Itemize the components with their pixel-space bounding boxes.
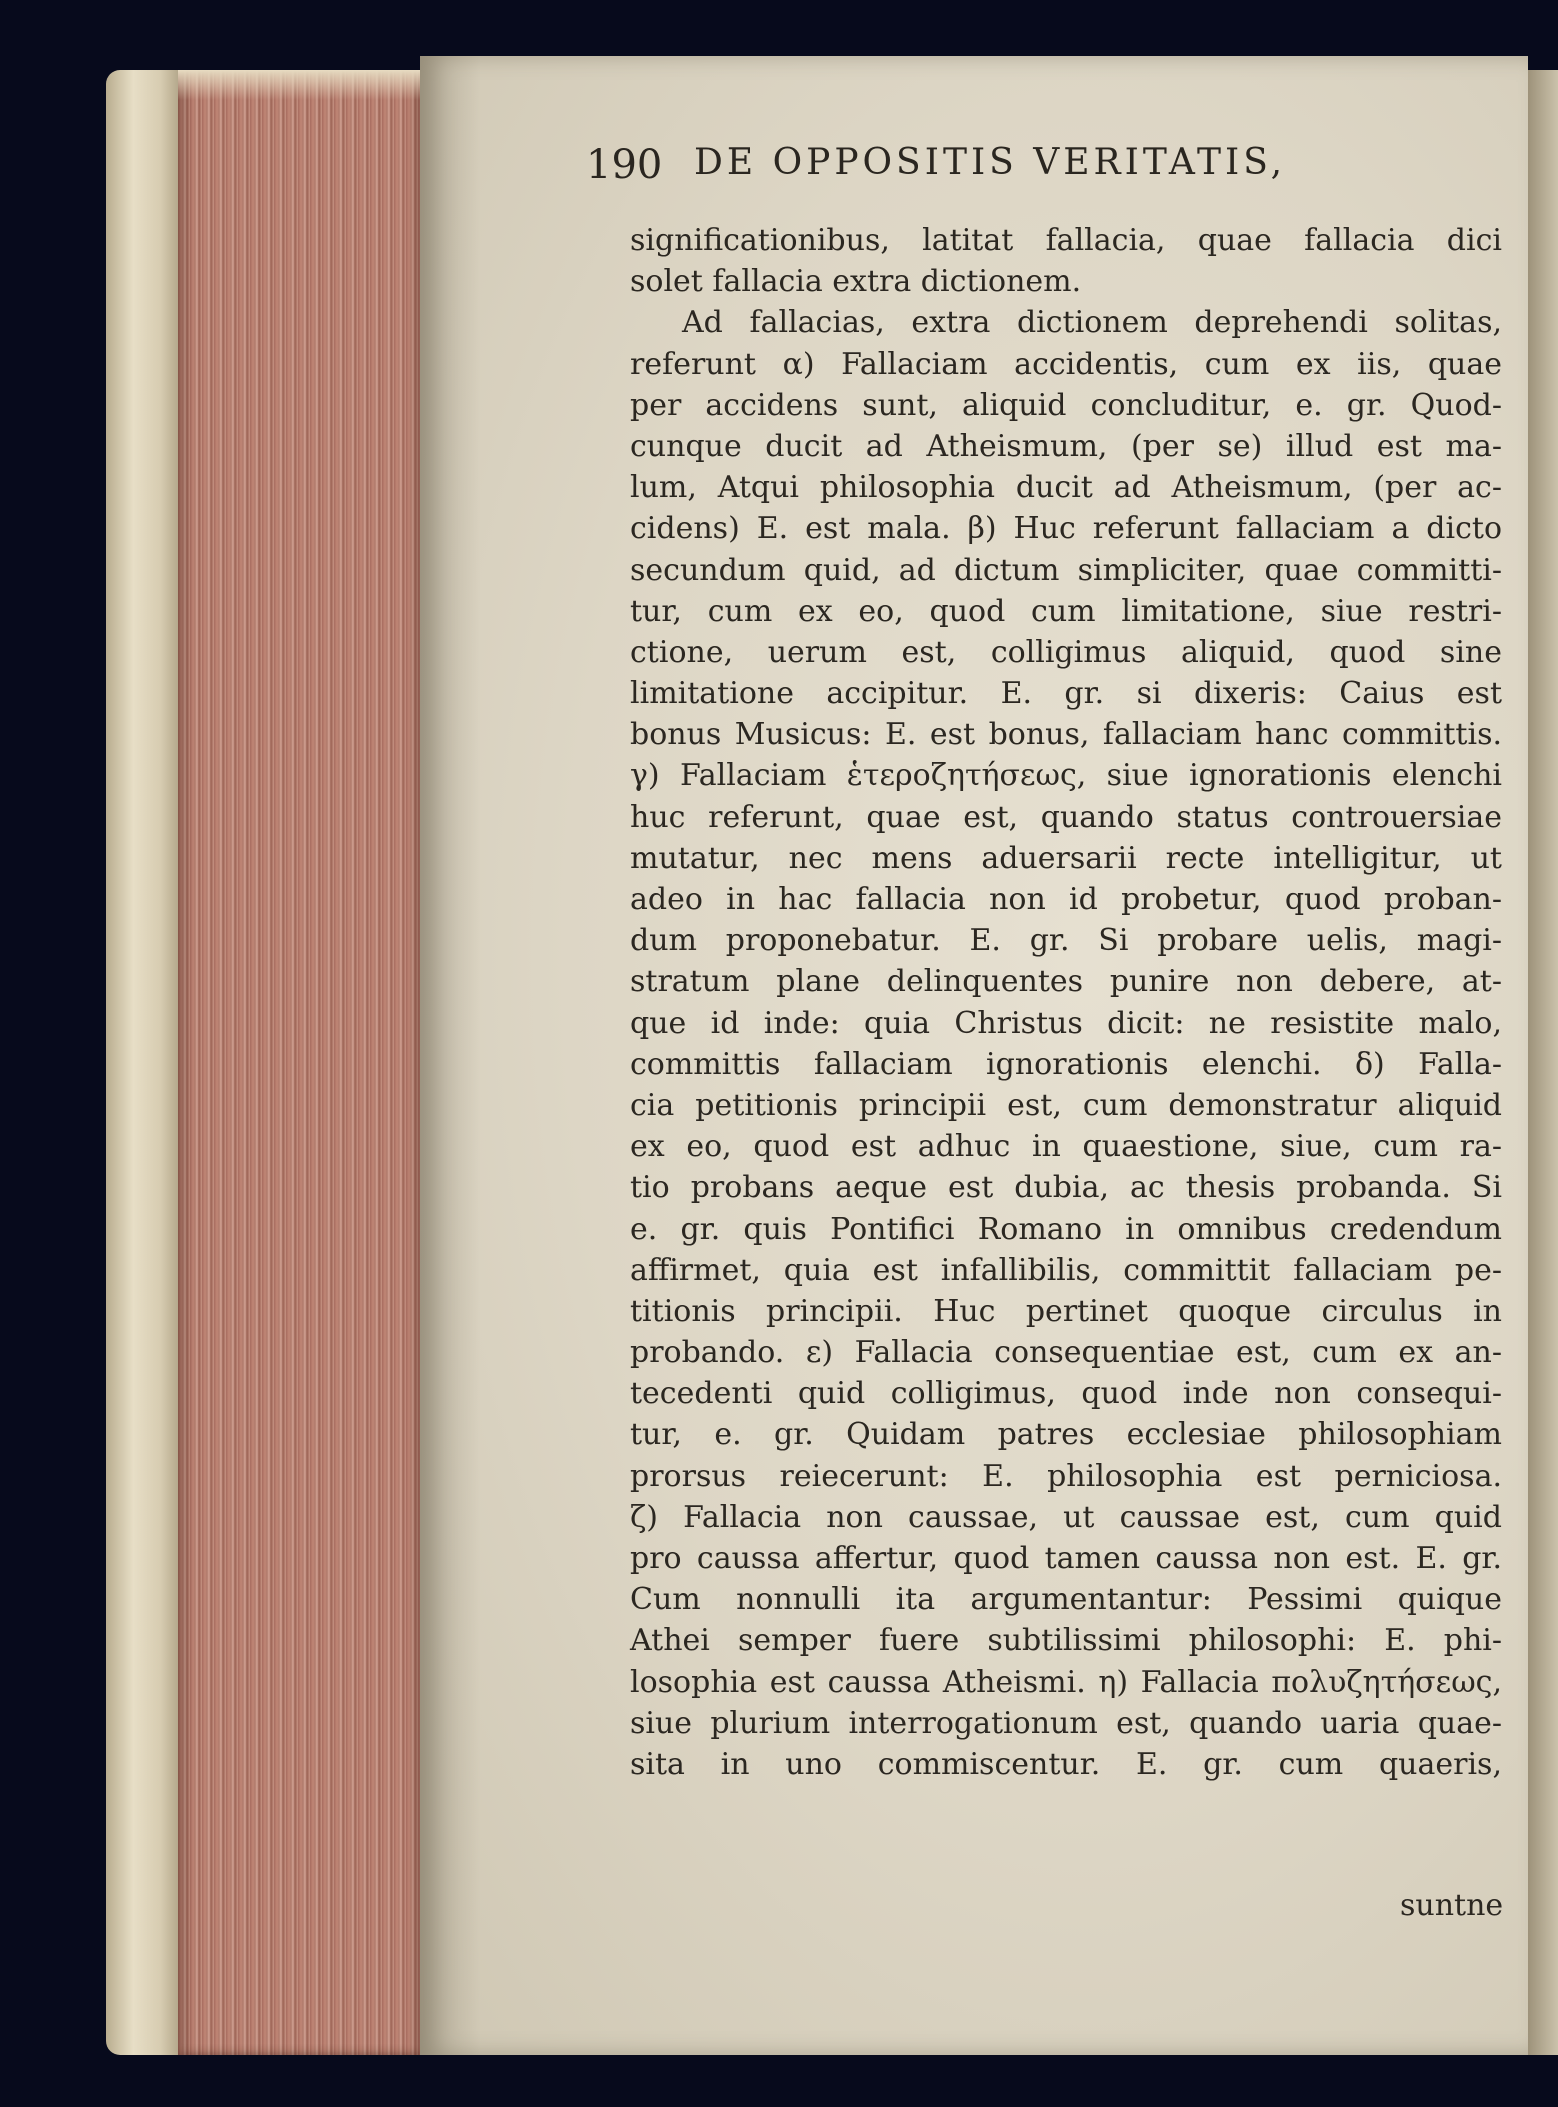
text-line: cia petitionis principii est, cum demonstratur aliquid (630, 1087, 1502, 1123)
text-line: tio probans aeque est dubia, ac thesis probanda. Si (630, 1170, 1502, 1206)
text-line: e. gr. quis Pontifici Romano in omnibus credendum (630, 1211, 1502, 1247)
text-line: Athei semper fuere subtilissimi philosophi: E. phi- (630, 1623, 1502, 1659)
text-line: sita in uno commiscentur. E. gr. cum quaeris, (630, 1746, 1502, 1782)
text-line: cunque ducit ad Atheismum, (per se) illud est ma- (630, 428, 1502, 464)
text-line: losophia est caussa Atheismi. η) Fallacia πολυζητήσεως, (630, 1664, 1502, 1700)
text-line: prorsus reiecerunt: E. philosophia est perniciosa. (630, 1458, 1502, 1494)
text-line: referunt α) Fallaciam accidentis, cum ex iis, quae (630, 346, 1502, 382)
text-line: huc referunt, quae est, quando status controuersiae (630, 799, 1502, 835)
text-line: significationibus, latitat fallacia, quae fallacia dici (630, 223, 1502, 258)
text-line: tecedenti quid colligimus, quod inde non consequi- (630, 1376, 1502, 1412)
text-line: stratum plane delinquentes punire non debere, at- (630, 964, 1502, 1000)
text-line: ex eo, quod est adhuc in quaestione, siue, cum ra- (630, 1129, 1502, 1165)
text-line: pro caussa affertur, quod tamen caussa non est. E. gr. (630, 1541, 1502, 1576)
text-line: secundum quid, ad dictum simpliciter, quae committi- (630, 552, 1502, 588)
page-title: DE OPPOSITIS VERITATIS, (694, 142, 1287, 183)
text-line: mutatur, nec mens aduersarii recte intelligitur, ut (630, 840, 1502, 876)
text-line: ctione, uerum est, colligimus aliquid, quod sine (630, 634, 1502, 670)
text-line: titionis principii. Huc pertinet quoque circulus in (630, 1293, 1502, 1329)
text-line: γ) Fallaciam ἑτεροζητήσεως, siue ignorationis elenchi (630, 758, 1502, 794)
text-line: lum, Atqui philosophia ducit ad Atheismum, (per ac- (630, 470, 1502, 506)
text-line: tur, e. gr. Quidam patres ecclesiae philosophiam (630, 1417, 1502, 1453)
text-line: ζ) Fallacia non caussae, ut caussae est, cum quid (630, 1499, 1502, 1535)
page-gutter-shadow (420, 56, 480, 2055)
text-line: probando. ε) Fallacia consequentiae est, cum ex an- (630, 1335, 1502, 1371)
running-head (586, 142, 1426, 192)
body-text (630, 220, 1510, 1785)
text-line: committis fallaciam ignorationis elenchi. δ) Falla- (630, 1046, 1502, 1082)
text-line: limitatione accipitur. E. gr. si dixeris: Caius est (630, 676, 1502, 712)
text-line: affirmet, quia est infallibilis, committit fallaciam pe- (630, 1252, 1502, 1288)
facing-page-edge (1528, 70, 1558, 2055)
text-line: que id inde: quia Christus dicit: ne resistite malo, (630, 1005, 1502, 1041)
text-line: Cum nonnulli ita argumentantur: Pessimi quique (630, 1582, 1502, 1618)
page-number: 190 (586, 142, 663, 188)
text-line: tur, cum ex eo, quod cum limitatione, siue restri- (630, 593, 1502, 629)
vellum-cover-edge (106, 70, 184, 2055)
text-line: siue plurium interrogationum est, quando uaria quae- (630, 1705, 1502, 1741)
text-line: dum proponebatur. E. gr. Si probare uelis, magi- (630, 923, 1502, 959)
text-line: adeo in hac fallacia non id probetur, quod proban- (630, 882, 1502, 917)
sprinkled-page-edges (178, 70, 424, 2055)
text-line: bonus Musicus: E. est bonus, fallaciam hanc committis. (630, 717, 1502, 753)
text-line: cidens) E. est mala. β) Huc referunt fallaciam a dicto (630, 511, 1502, 547)
text-line: solet fallacia extra dictionem. (630, 264, 1082, 300)
catchword: suntne (1400, 1888, 1504, 1923)
text-line: Ad fallacias, extra dictionem deprehendi solitas, (682, 305, 1502, 341)
text-line: per accidens sunt, aliquid concluditur, e. gr. Quod- (630, 387, 1502, 423)
